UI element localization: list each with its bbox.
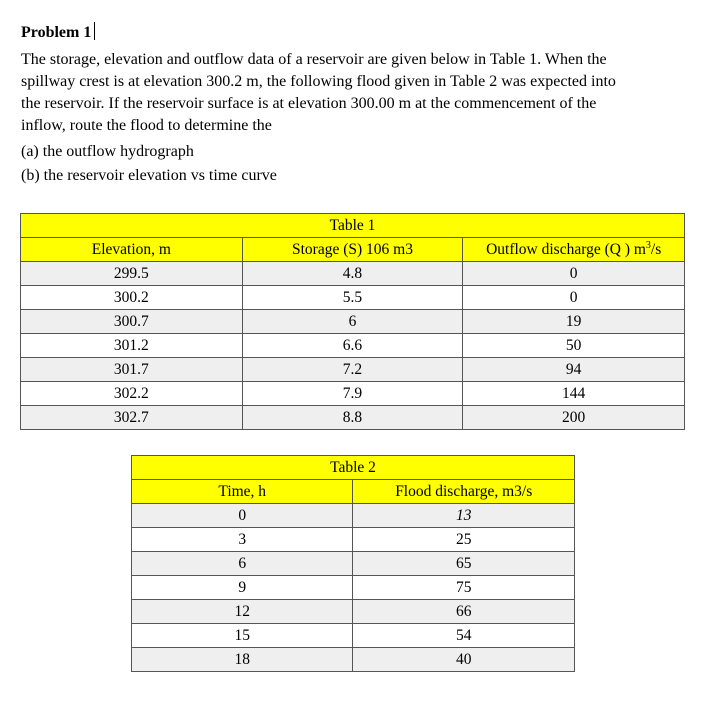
table-cell: 13 [353,504,575,528]
table-cell: 15 [132,624,353,648]
table-row [21,262,685,286]
table-cell: 50 [463,334,685,358]
table-row [21,358,685,382]
task-list [21,140,277,188]
table-row [132,576,575,600]
table-2 [131,455,575,672]
col-header-flood-discharge: Flood discharge, m3/s [353,480,575,504]
table-cell: 301.7 [21,358,243,382]
table-cell: 300.7 [21,310,243,334]
table-row [21,334,685,358]
task-item-a: (a) the outflow hydrograph [21,143,194,160]
table-cell: 6.6 [242,334,463,358]
table-cell: 65 [353,552,575,576]
table-cell: 144 [463,382,685,406]
table-cell: 6 [132,552,353,576]
table-cell: 9 [132,576,353,600]
table-cell: 94 [463,358,685,382]
table-cell: 4.8 [242,262,463,286]
table-cell: 75 [353,576,575,600]
col-header-time: Time, h [132,480,353,504]
table-cell: 3 [132,528,353,552]
table-cell: 299.5 [21,262,243,286]
col-header-elevation: Elevation, m [21,238,243,262]
col-header-outflow [463,238,685,262]
table-cell: 8.8 [242,406,463,430]
table-cell: 302.7 [21,406,243,430]
table-cell: 302.2 [21,382,243,406]
outflow-header-superscript: 3 [645,239,651,251]
table-cell: 18 [132,648,353,672]
table-cell: 66 [353,600,575,624]
table-cell: 301.2 [21,334,243,358]
table-row [132,528,575,552]
table-row [21,406,685,430]
table-row [21,310,685,334]
table-cell: 0 [132,504,353,528]
table-cell: 54 [353,624,575,648]
table-cell: 7.9 [242,382,463,406]
table-cell: 6 [242,310,463,334]
table-2-header-row [132,480,575,504]
table-2-caption: Table 2 [132,456,575,480]
table-row [132,504,575,528]
statement-line: inflow, route the flood to determine the [21,117,272,134]
table-1-caption: Table 1 [21,214,685,238]
table-row [132,600,575,624]
task-item-b: (b) the reservoir elevation vs time curve [21,167,277,184]
table-cell: 200 [463,406,685,430]
table-cell: 0 [463,286,685,310]
table-cell: 19 [463,310,685,334]
table-row [132,624,575,648]
problem-title [21,22,95,44]
table-1 [20,213,685,430]
table-2-body [132,504,575,672]
table-cell: 0 [463,262,685,286]
problem-statement [21,49,693,137]
text-cursor [94,22,95,40]
table-1-caption-row [21,214,685,238]
statement-line: The storage, elevation and outflow data of a reservoir are given below in Table 1. When the [21,51,607,68]
outflow-header-text: Outflow discharge (Q ) m [486,240,646,258]
col-header-storage: Storage (S) 106 m3 [242,238,463,262]
table-row [21,286,685,310]
table-cell: 7.2 [242,358,463,382]
table-1-body [21,262,685,430]
problem-title-text: Problem 1 [21,24,92,41]
table-row [132,552,575,576]
table-2-caption-row [132,456,575,480]
table-cell: 25 [353,528,575,552]
table-cell: 12 [132,600,353,624]
table-cell: 300.2 [21,286,243,310]
table-cell: 5.5 [242,286,463,310]
table-row [132,648,575,672]
outflow-header-unit: /s [650,240,662,258]
statement-line: spillway crest is at elevation 300.2 m, the following flood given in Table 2 was expected into [21,73,616,90]
table-cell: 40 [353,648,575,672]
table-row [21,382,685,406]
table-1-header-row [21,238,685,262]
statement-line: the reservoir. If the reservoir surface is at elevation 300.00 m at the commencement of the [21,95,597,112]
